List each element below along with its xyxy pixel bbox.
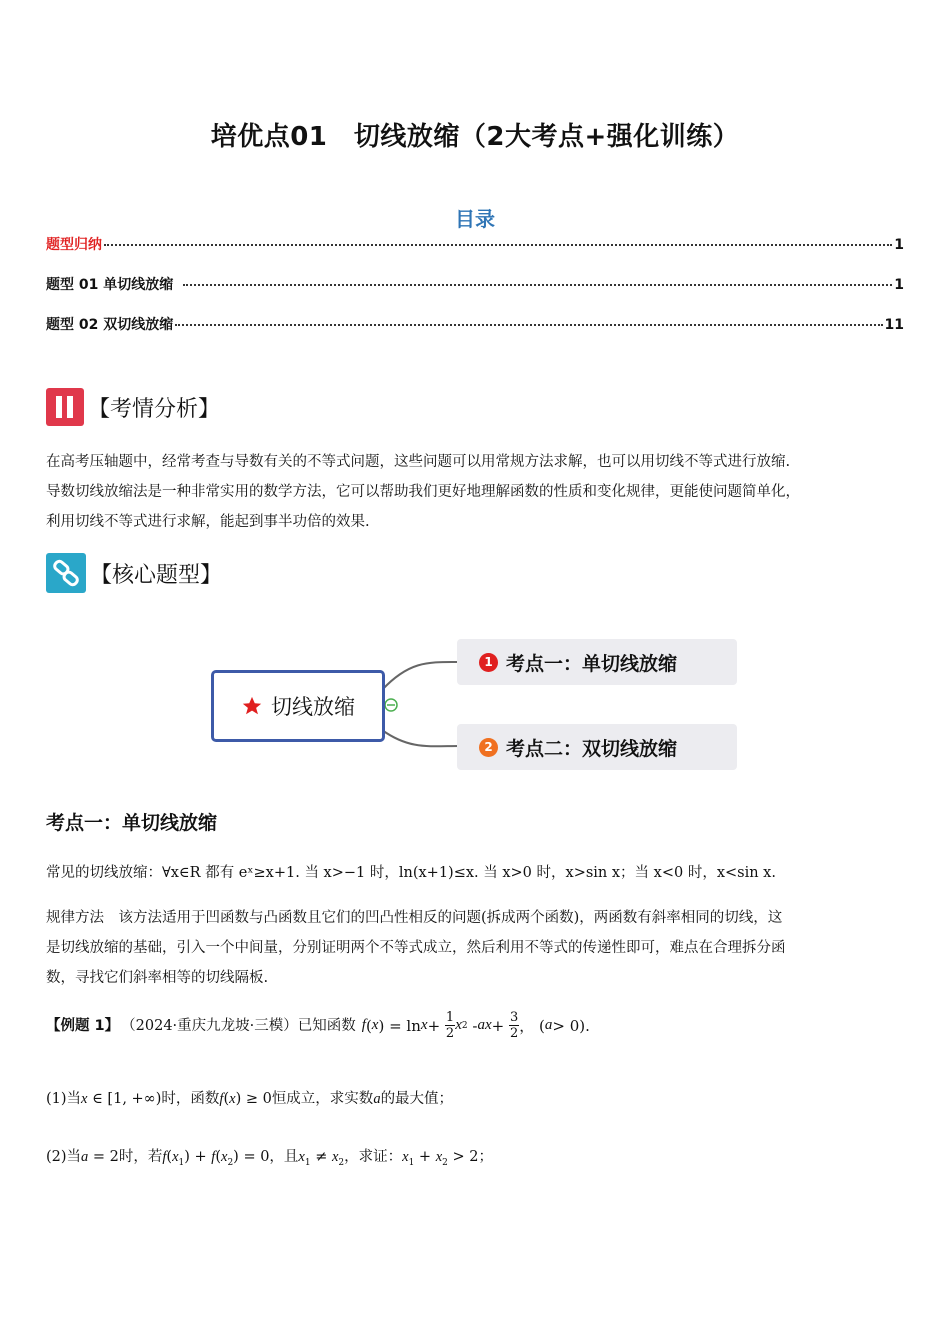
analysis-paragraph [46,447,908,537]
example-1 [46,1010,590,1041]
toc-leader [175,324,882,326]
q1-prefix: (1)当 [46,1091,82,1107]
q1-mid: 时，函数 [161,1091,220,1107]
toc-row-page: 1 [894,277,904,293]
mindmap-center-label: 切线放缩 [271,695,355,719]
q2-mid2: ，且 [269,1149,299,1165]
mindmap-center-node[interactable] [211,670,385,742]
mindmap-node-label: 考点二：双切线放缩 [506,737,678,760]
toc-row-label: 题型归纳 [46,237,102,253]
core-heading: 【核心题型】 [90,562,223,588]
question-1: (1)当x ∈ [1, +∞)时，函数f(x) ≥ 0恒成立，求实数a的最大值； [46,1091,454,1107]
example-label: 【例题 1】 [46,1018,120,1034]
toc-row-page: 11 [884,317,904,333]
point1-heading: 考点一：单切线放缩 [46,812,218,834]
pause-bars-icon [46,388,84,426]
number-badge: 2 [479,738,498,757]
method-paragraph [46,903,908,993]
toc-leader [183,284,892,286]
analysis-heading: 【考情分析】 [88,396,221,422]
toc-row-page: 1 [894,237,904,253]
link-icon [46,553,86,593]
star-icon [241,695,263,717]
number-badge: 1 [479,653,498,672]
method-line: 规律方法 该方法适用于凹函数与凸函数且它们的凹凸性相反的问题(拆成两个函数)，两函数有斜率相同的切线，这 [46,910,783,926]
page-title: 培优点01 切线放缩（2大考点+强化训练） [210,122,740,152]
q1-suffix: 恒成立，求实数 [271,1091,374,1107]
analysis-line: 在高考压轴题中，经常考查与导数有关的不等式问题，这些问题可以用常规方法求解，也可以用切线不等式进行放缩. [46,454,791,470]
common-tangent-text: 常见的切线放缩：∀x∈R 都有 eˣ≥x+1. 当 x>−1 时，ln(x+1)≤x. 当 x>0 时，x>sin x；当 x<0 时，x<sin x. [46,865,776,881]
toc-heading: 目录 [455,207,495,231]
core-section-header [46,553,222,593]
toc-leader [104,244,892,246]
question-2: (2)当a = 2时，若$f(x_1) + f(x_2) = 0$，且$x_1 \ne x_2$，求证：$x_1 + x_2 > 2$； [46,1149,493,1168]
method-line: 数，寻找它们斜率相等的切线隔板. [46,970,269,986]
q2-mid: 时，若 [118,1149,163,1165]
toc-row[interactable] [46,234,904,254]
analysis-section-header [46,388,220,426]
mindmap-node-label: 考点一：单切线放缩 [506,652,678,675]
function-formula: f ( x ) = ln x + $\frac{1}{2}$ x 2 - ax + $\frac{3}{2}$ ， ( a > 0). [361,1010,590,1041]
toc-row[interactable] [46,314,904,334]
method-line: 是切线放缩的基础，引入一个中间量，分别证明两个不等式成立，然后利用不等式的传递性即可，难点在合理拆分函 [46,940,786,956]
analysis-line: 导数切线放缩法是一种非常实用的数学方法，它可以帮助我们更好地理解函数的性质和变化规律，更能使问题简单化， [46,484,800,500]
analysis-line: 利用切线不等式进行求解，能起到事半功倍的效果. [46,514,370,530]
toc-row-label: 题型 01 单切线放缩 [46,277,174,293]
mindmap-connectors [370,650,470,760]
toc-row-label: 题型 02 双切线放缩 [46,317,174,333]
example-source: （2024·重庆九龙坡·三模）已知函数 [121,1018,356,1034]
toc-row[interactable] [46,274,904,294]
mindmap-node-1[interactable] [457,639,737,685]
q2-mid3: ，求证： [344,1149,403,1165]
q1-end: 的最大值； [380,1091,454,1107]
mindmap-node-2[interactable] [457,724,737,770]
q2-prefix: (2)当 [46,1149,82,1165]
